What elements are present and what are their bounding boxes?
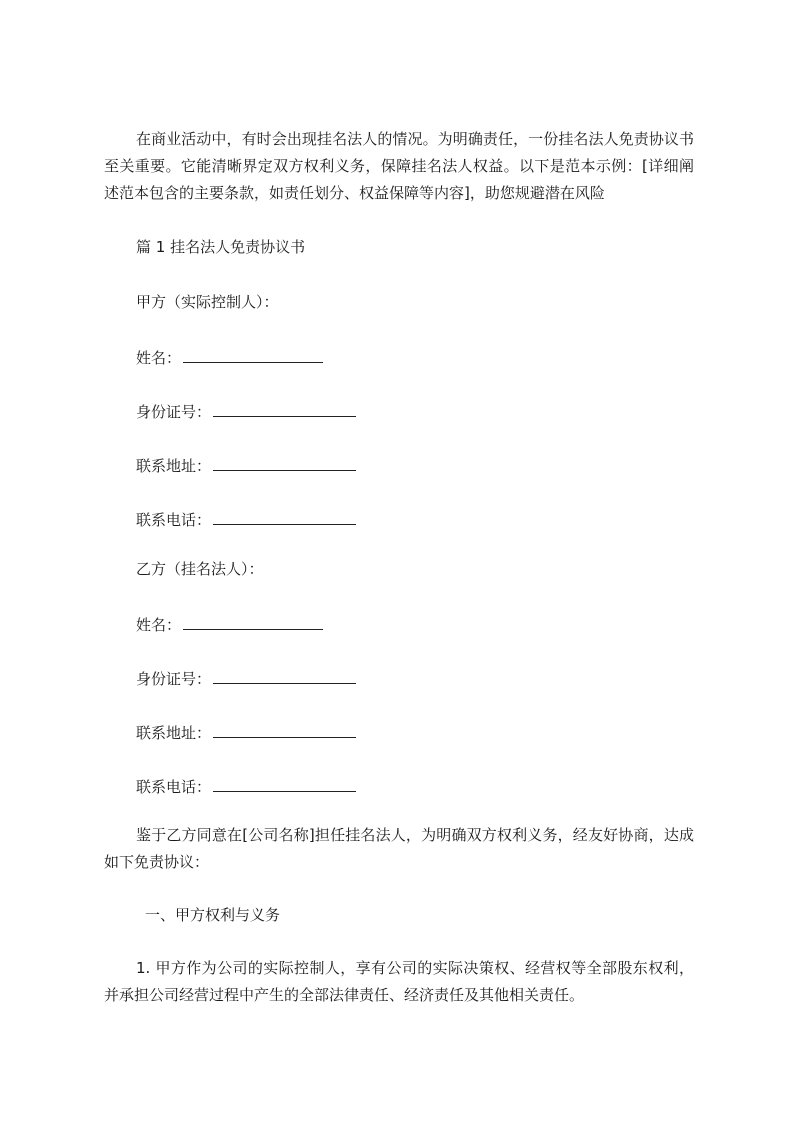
agreement-title: 篇 1 挂名法人免责协议书 (136, 238, 306, 256)
party-b-address-row (136, 720, 356, 744)
party-b-name-blank[interactable] (183, 612, 323, 630)
party-b-header: 乙方（挂名法人）： (136, 560, 264, 578)
party-b-name-label: 姓名： (136, 616, 182, 634)
party-a-phone-label: 联系电话： (136, 511, 212, 529)
party-a-name-blank[interactable] (183, 345, 323, 363)
party-a-address-blank[interactable] (213, 453, 356, 471)
intro-paragraph: 在商业活动中，有时会出现挂名法人的情况。为明确责任，一份挂名法人免责协议书至关重要。它能清晰界定双方权利义务，保障挂名法人权益。以下是范本示例：[详细阐述范本包含的主要条款，如责任划分、权益保障等内容]，助您规避潜在风险 (104, 130, 694, 202)
party-b-phone-blank[interactable] (213, 774, 356, 792)
party-a-phone-blank[interactable] (213, 507, 356, 525)
party-b-name-row (136, 612, 323, 636)
party-b-address-blank[interactable] (213, 720, 356, 738)
party-a-id-label: 身份证号： (136, 403, 212, 421)
party-a-phone-row (136, 507, 356, 531)
party-b-phone-label: 联系电话： (136, 778, 212, 796)
party-b-phone-row (136, 774, 356, 798)
party-b-id-row (136, 666, 356, 690)
party-a-name-row (136, 345, 323, 369)
party-b-id-blank[interactable] (213, 666, 356, 684)
party-a-name-label: 姓名： (136, 349, 182, 367)
party-a-header: 甲方（实际控制人）： (136, 293, 279, 311)
party-b-address-label: 联系地址： (136, 724, 212, 742)
preamble-paragraph: 鉴于乙方同意在[公司名称]担任挂名法人，为明确双方权利义务，经友好协商，达成如下免责协议： (104, 826, 694, 871)
party-a-id-row (136, 399, 356, 423)
clause-1-paragraph: 1. 甲方作为公司的实际控制人，享有公司的实际决策权、经营权等全部股东权利，并承担公司经营过程中产生的全部法律责任、经济责任及其他相关责任。 (104, 959, 694, 1004)
party-a-address-row (136, 453, 356, 477)
party-a-address-label: 联系地址： (136, 457, 212, 475)
party-a-id-blank[interactable] (213, 399, 356, 417)
section-1-heading: 一、甲方权利与义务 (145, 906, 281, 924)
party-b-id-label: 身份证号： (136, 670, 212, 688)
